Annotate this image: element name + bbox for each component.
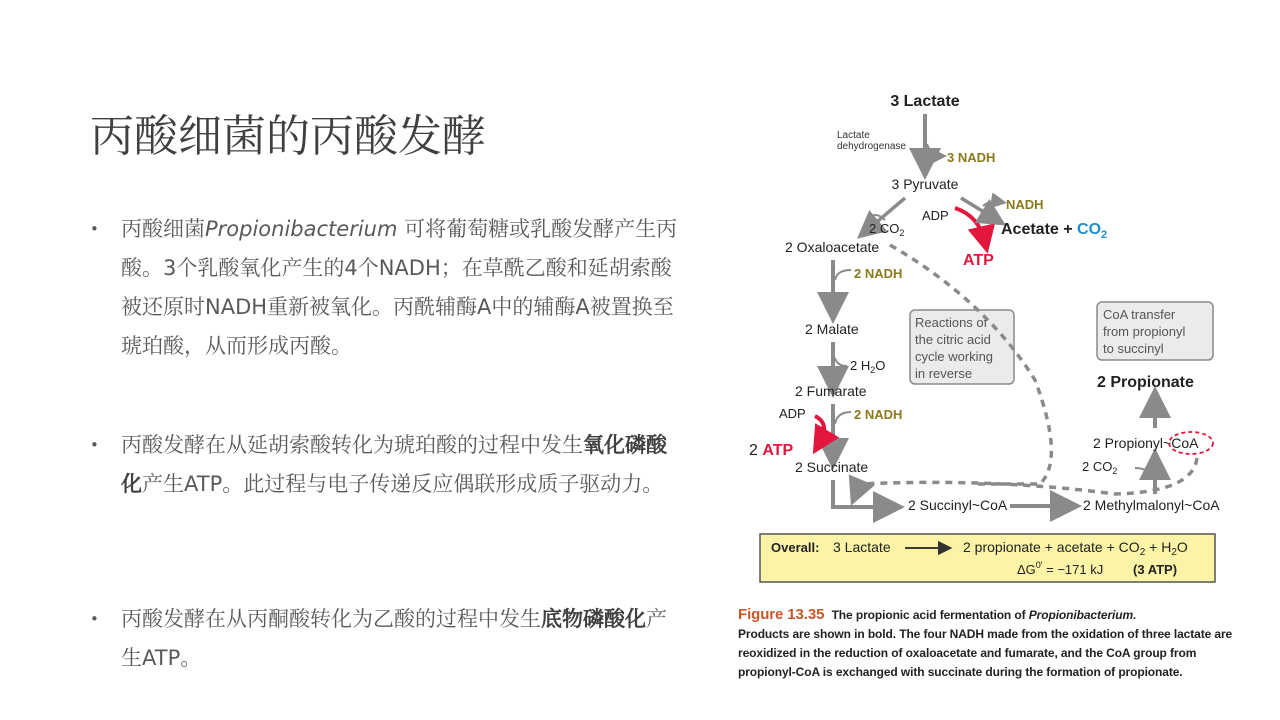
bullet-dot: • xyxy=(90,436,99,454)
bullet-text-part: 可将葡萄糖或乳酸发酵产生丙酸。3个乳酸氧化产生的4个NADH；在草酰乙酸和延胡索酸被还原时NADH重新被氧化。丙酰辅酶A中的辅酶A被置换至琥珀酸，从而形成丙酸。 xyxy=(121,217,678,358)
slide-title: 丙酸细菌的丙酸发酵 xyxy=(90,111,486,162)
atp-bottom-arrow xyxy=(815,416,824,444)
bullet-text-part: 产生ATP。此过程与电子传递反应偶联形成质子驱动力。 xyxy=(142,472,664,496)
figure-title: The propionic acid fermentation of Propionibacterium. xyxy=(831,608,1137,622)
nadh-a-branch xyxy=(835,270,851,280)
nadh-top-arrow xyxy=(983,202,1001,207)
bullet-text-part: 丙酸发酵在从丙酮酸转化为乙酸的过程中发生 xyxy=(121,607,541,631)
co2-left-label: 2 $CO_2$ xyxy=(869,221,905,238)
nadh2-b-label: 2 NADH xyxy=(854,407,903,422)
methylmalonyl-coa-label: 2 Methylmalonyl~CoA xyxy=(1083,497,1220,513)
overall-right-text: 2 propionate + acetate + $CO_2 + H_2O$ xyxy=(963,539,1188,558)
acetate-label: Acetate + $CO_2$ xyxy=(1001,221,1108,241)
enzyme-label-1: Lactate xyxy=(837,130,870,141)
pyruvate-label: 3 Pyruvate xyxy=(891,176,959,192)
bullet-text xyxy=(121,600,684,678)
bullet-text-bold: 底物磷酸化 xyxy=(541,607,646,631)
h2o-branch xyxy=(835,358,847,366)
bullet-text xyxy=(121,426,684,504)
atp-bottom-label: 2 ATP xyxy=(749,442,794,459)
overall-label: Overall: xyxy=(771,540,820,555)
pathway-diagram xyxy=(735,80,1255,600)
bullet-text-part: 丙酸发酵在从延胡索酸转化为琥珀酸的过程中发生 xyxy=(121,433,583,457)
fumarate-label: 2 Fumarate xyxy=(795,383,867,399)
adp-bottom-label: ADP xyxy=(779,406,806,421)
nadh-top-label: NADH xyxy=(1006,197,1044,212)
reactions-note-text: Reactions of the citric acid cycle working in reverse xyxy=(915,315,994,381)
propionate-label: 2 Propionate xyxy=(1097,374,1194,391)
figure-body: Products are shown in bold. The four NADH made from the oxidation of three lactate are reoxidized in the reduction of oxaloacetate and fumarate, and the CoA group from propionyl-CoA is exchanged with succinate during the formation of propionate. xyxy=(738,627,1233,679)
h2o-label: 2 $H_2O$ xyxy=(850,358,886,375)
succinate-label: 2 Succinate xyxy=(795,459,869,475)
co2-right-branch xyxy=(1135,468,1153,476)
bullet-text xyxy=(121,210,684,366)
nadh-branch-arrow xyxy=(927,144,941,156)
adp-top-label: ADP xyxy=(922,208,949,223)
coa-transfer-text: CoA transfer from propionyl to succinyl xyxy=(1103,307,1186,356)
succinyl-coa-label: 2 Succinyl~CoA xyxy=(908,497,1008,513)
bullet-text-bold: 氧化磷酸化 xyxy=(121,433,667,496)
delta-g-text: $\Delta G^{0'} = -171$ kJ xyxy=(1017,560,1104,577)
dashed-coa-loop xyxy=(855,458,1197,496)
enzyme-label-2: dehydrogenase xyxy=(837,141,906,152)
lactate-label: 3 Lactate xyxy=(890,93,960,110)
bullet-text-part: 丙酸细菌 xyxy=(121,217,205,241)
bullet-text-part: 产生ATP。 xyxy=(121,607,667,670)
bullet-text-italic: Propionibacterium xyxy=(205,217,398,241)
malate-label: 2 Malate xyxy=(805,321,859,337)
pathway-figure xyxy=(735,80,1255,700)
atp-top-label: ATP xyxy=(963,252,994,269)
atp-total-text: (3 ATP) xyxy=(1133,562,1178,577)
bullet-dot: • xyxy=(90,610,99,628)
nadh-b-branch xyxy=(835,412,851,424)
figure-caption xyxy=(738,605,1248,682)
nadh3-label: 3 NADH xyxy=(947,150,996,165)
bullet-dot: • xyxy=(90,220,99,238)
atp-top-arrow xyxy=(955,208,985,242)
figure-number: Figure 13.35 xyxy=(738,606,825,623)
nadh2-a-label: 2 NADH xyxy=(854,266,903,281)
overall-left-text: 3 Lactate xyxy=(833,539,891,555)
oxaloacetate-label: 2 Oxaloacetate xyxy=(785,239,880,255)
co2-right-label: 2 $CO_2$ xyxy=(1082,459,1118,476)
propionyl-coa-label: 2 Propionyl~CoA xyxy=(1093,435,1199,451)
